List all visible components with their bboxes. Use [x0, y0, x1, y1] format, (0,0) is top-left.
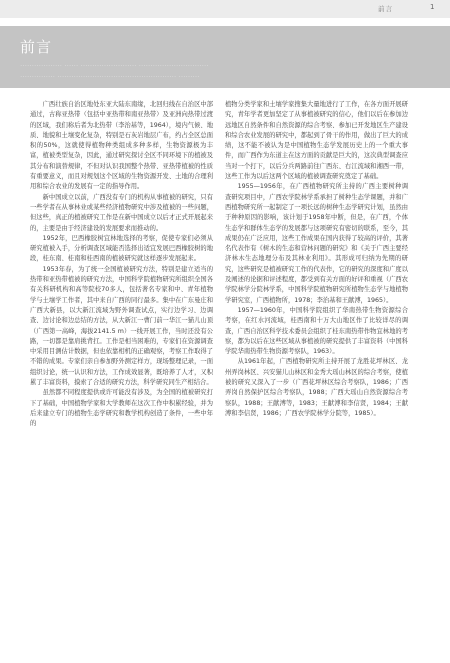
- title-faint-line-2: …………… …………………………………………… ………: [20, 71, 200, 79]
- page-number: 1: [430, 3, 435, 11]
- paragraph: 广西壮族自治区地处东亚大陆东南缘，北回归线在自治区中部通过，古称亚热带（包括中亚热带和南亚热带）及亚洲向热带过渡的区域，我们称后者为北热带（李治基等，1964），境内气候、地质、地貌和土壤变化复杂，特别是石灰岩地层广布，约占全区总面积的50%，这就使得植物种类组成多种多样，生物资源极为丰富，植被类型复杂，因此，通过研究探讨全区不同环境下的植被及其分布和演替规律，不但对认识我国整个热带、亚热带植被的性质有重要意义，而且对规划这个区域的生物资源开发、土地的合理利用和综合农业的发展有一定的指导作用。: [30, 101, 213, 191]
- title-faint-line-1: ……………… …… …………………… …………………………: [20, 60, 209, 68]
- paragraph: 1953年春，为了统一全国植被研究方法，特别是建立适当的热带和亚热带植被的研究方法，中国科学院植物研究所组织全国各有关科研机构和高等院校70多人，包括著名专家和中、青年植物学与土壤学工作者，其中来自广西的同行最多。集中在广东曼庄和广西大新县，以大新江流域为野外调查试点，实行边学习、边调查、边讨论和边总结的方法，从大新江一曹门前一华江一猫儿山顶（广西第一高峰，海拔2141.5 m）一线开展工作，当时还没有公路，一切都是靠肩挑背扛。工作是相当困难的，专家们在资源调查中采用目测估计数据，但也依靠相机的正确观察，考察工作取得了不错的成果。专家们亲自参加野外测定样方，现场整理记录，一面组织讨论，统一认识和方法，工作成效显著，既培养了人才，又积累了丰富资料，摸索了合适的研究方法，科学研究同生产相结合。: [30, 265, 213, 387]
- running-head: 前言: [378, 5, 393, 13]
- paragraph: 植物分类学家和土壤学家搜集大量地进行了工作，在各方面开展研究，青年学者更加坚定了从事植被研究的信心，他们以后在参加边远地区自然条件和自然资源的综合考察、参加已开发地区生产建设和综合农业发展的研究中，都起到了骨干的作用，做出了巨大的成绩，这不能不被认为是中国植物生态学发展历史上的一个重大事件，而广西作为东道主在这方面的贡献是巨大的，这次典型调查应当对一个打下，以后分兵两路前往广西东、右江流域和湘西一带，这些工作为以后这两个区域的植被调查研究奠定了基础。: [225, 101, 408, 181]
- right-column: [225, 100, 408, 419]
- paragraph: 虽然都不同程度提供或许可能没有涉及，为全国的植被研究打下了基础，中国植物学家和大学教师在这次工作中积累经验，并为后来建立专门的植物生态学研究和教学机构创造了条件，一些中年的: [30, 389, 213, 428]
- header-bar: [0, 0, 450, 18]
- left-column: [30, 100, 213, 430]
- paragraph: 1955—1956年，在广西植物研究所主持的广西主要树种调查研究项目中，广西农学院林学系承担了树种生态学课题，并和广西植物研究所一起制定了一项长远的树种生态学研究计划，虽然由于种种原因的影响，该计划于1958年中断，但是，在广西，个体生态学和群体生态学的发展都与这项研究有密切的联系，至今，其成果仍在广泛应用，这些工作成果在国内获得了较高的评价，其著名代表作有《树木的生态和营林问题的研究》和《关于广西主要经济林木生态地理分布及其林业利用》。其形成可归纳为先期的研究，这些研究是植被研究工作的代表作，它的研究的深度和广度以及阐述的论据和评述程度，都受到有关方面的好评和重视（广西农学院林学分院林学系，中国科学院植物研究所植物生态学与地植物学研究室，广西植物所，1978；李治基和王献溥，1965）。: [225, 183, 408, 304]
- paragraph: 1957—1960年，中国科学院组织了华南热带生物资源综合考察，在红水河流域，桂西南和十万大山地区作了比较详尽的调查，广西自治区科学技术委员会组织了桂东南热带作物宜林地的考察，都为以后在这些区域从事植被的研究提供了丰富资料（中国科学院华南热带生物资源考察队，1963）。: [225, 306, 408, 356]
- paragraph: 1952年，巴西橡胶树宜林地选择的考察，促使专家们必须从研究植被入手，分析调查区域能否选择出适宜发展巴西橡胶树的地段，桂东南、桂南和桂西南的植被研究就这样逐步发展起来。: [30, 234, 213, 263]
- page-title: 前言: [20, 38, 53, 56]
- title-band: [0, 26, 450, 88]
- paragraph: 新中国成立以前，广西没有专门的机构从事植被的研究，只有一些学者在从事林业或某些经济植物研究中涉及植被的一些问题，但这些，真正的植被研究工作是在新中国成立以后才正式开展起来的，主要是由于经济建设的发展要求而推动的。: [30, 193, 213, 232]
- paragraph: 从1961年起，广西植物研究所主持开展了龙胜花坪林区、龙州弄岗林区、兴安猫儿山林区和金秀大瑶山林区的综合考察，使植被的研究又深入了一步（广西花坪林区综合考察队，1986；广西弄岗自然保护区综合考察队，1988；广西大瑶山自然资源综合考察队，1988；王献溥等，1983；王献溥和李信贤，1984；王献溥和李信贤，1986；广西农学院林学分院等，1985）。: [225, 358, 408, 417]
